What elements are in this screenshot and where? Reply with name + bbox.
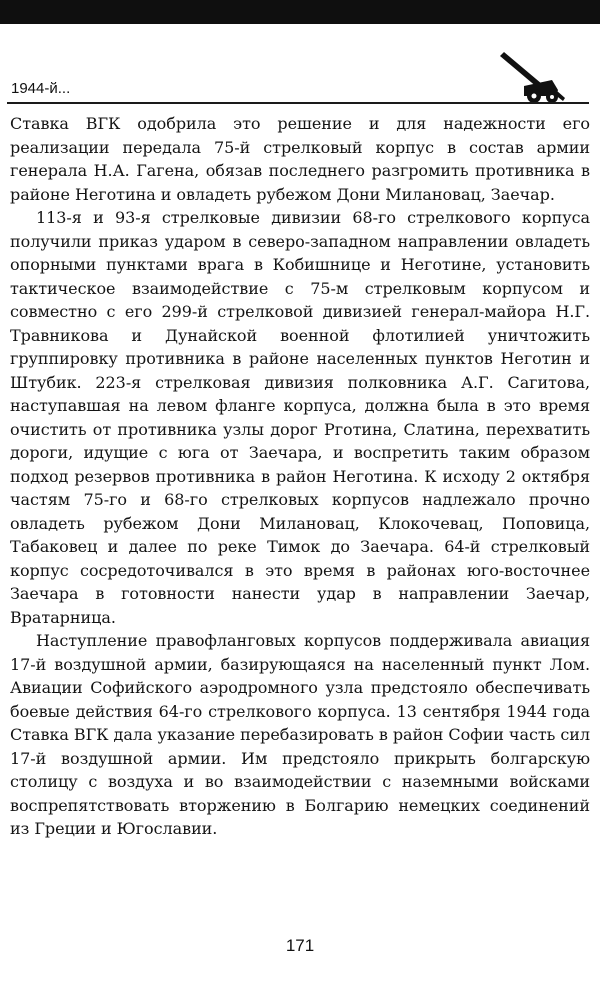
paragraph: Наступление правофланговых корпусов поддерживала авиация 17-й воздушной армии, базирующаяся на населенный пункт Лом. Авиации Софийского аэродромного узла предстояло обеспечивать боевые действия 64-го стрелкового корпуса. 13 сентября 1944 года Ставка ВГК дала указание перебазировать в район Софии часть сил 17-й воздушной армии. Им предстояло прикрыть болгарскую столицу с воздуха и во взаимодействии с наземными войсками воспрепятствовать вторжению в Болгарию немецких соединений из Греции и Югославии.: [10, 631, 590, 838]
page-number: 171: [285, 936, 315, 955]
paragraph: Ставка ВГК одобрила это решение и для надежности его реализации передала 75-й стрелковый корпус в состав армии генерала Н.А. Гагена, обязав последнего разгромить противника в районе Неготина и овладеть рубежом Дони Милановац, Заечар.: [10, 114, 590, 204]
top-scan-border: [0, 0, 600, 24]
paragraph: 113-я и 93-я стрелковые дивизии 68-го стрелкового корпуса получили приказ ударом в северо-западном направлении овладеть опорными пунктами врага в Кобишнице и Неготине, установить тактическое взаимодействие с 75-м стрелковым корпусом и совместно с его 299-й стрелковой дивизией генерал-майора Н.Г. Травникова и Дунайской военной флотилией уничтожить группировку противника в районе населенных пунктов Неготин и Штубик. 223-я стрелковая дивизия полковника А.Г. Сагитова, наступавшая на левом фланге корпуса, должна была в это время очистить от противника узлы дорог Рготина, Слатина, перехватить дороги, идущие с юга от Заечара, и воспретить таким образом подход резервов противника в район Неготина. К исходу 2 октября частям 75-го и 68-го стрелковых корпусов надлежало прочно овладеть рубежом Дони Милановац, Клокочевац, Поповица, Табаковец и далее по реке Тимок до Заечара. 64-й стрелковый корпус сосредоточивался в это время в районах юго-восточнее Заечара в готовности нанести удар в направлении Заечар, Вратарница.: [10, 208, 590, 627]
running-title: 1944-й...: [11, 80, 71, 97]
artillery-gun-icon: [494, 46, 566, 104]
header-rule: [7, 102, 589, 104]
body-text: [10, 112, 590, 841]
